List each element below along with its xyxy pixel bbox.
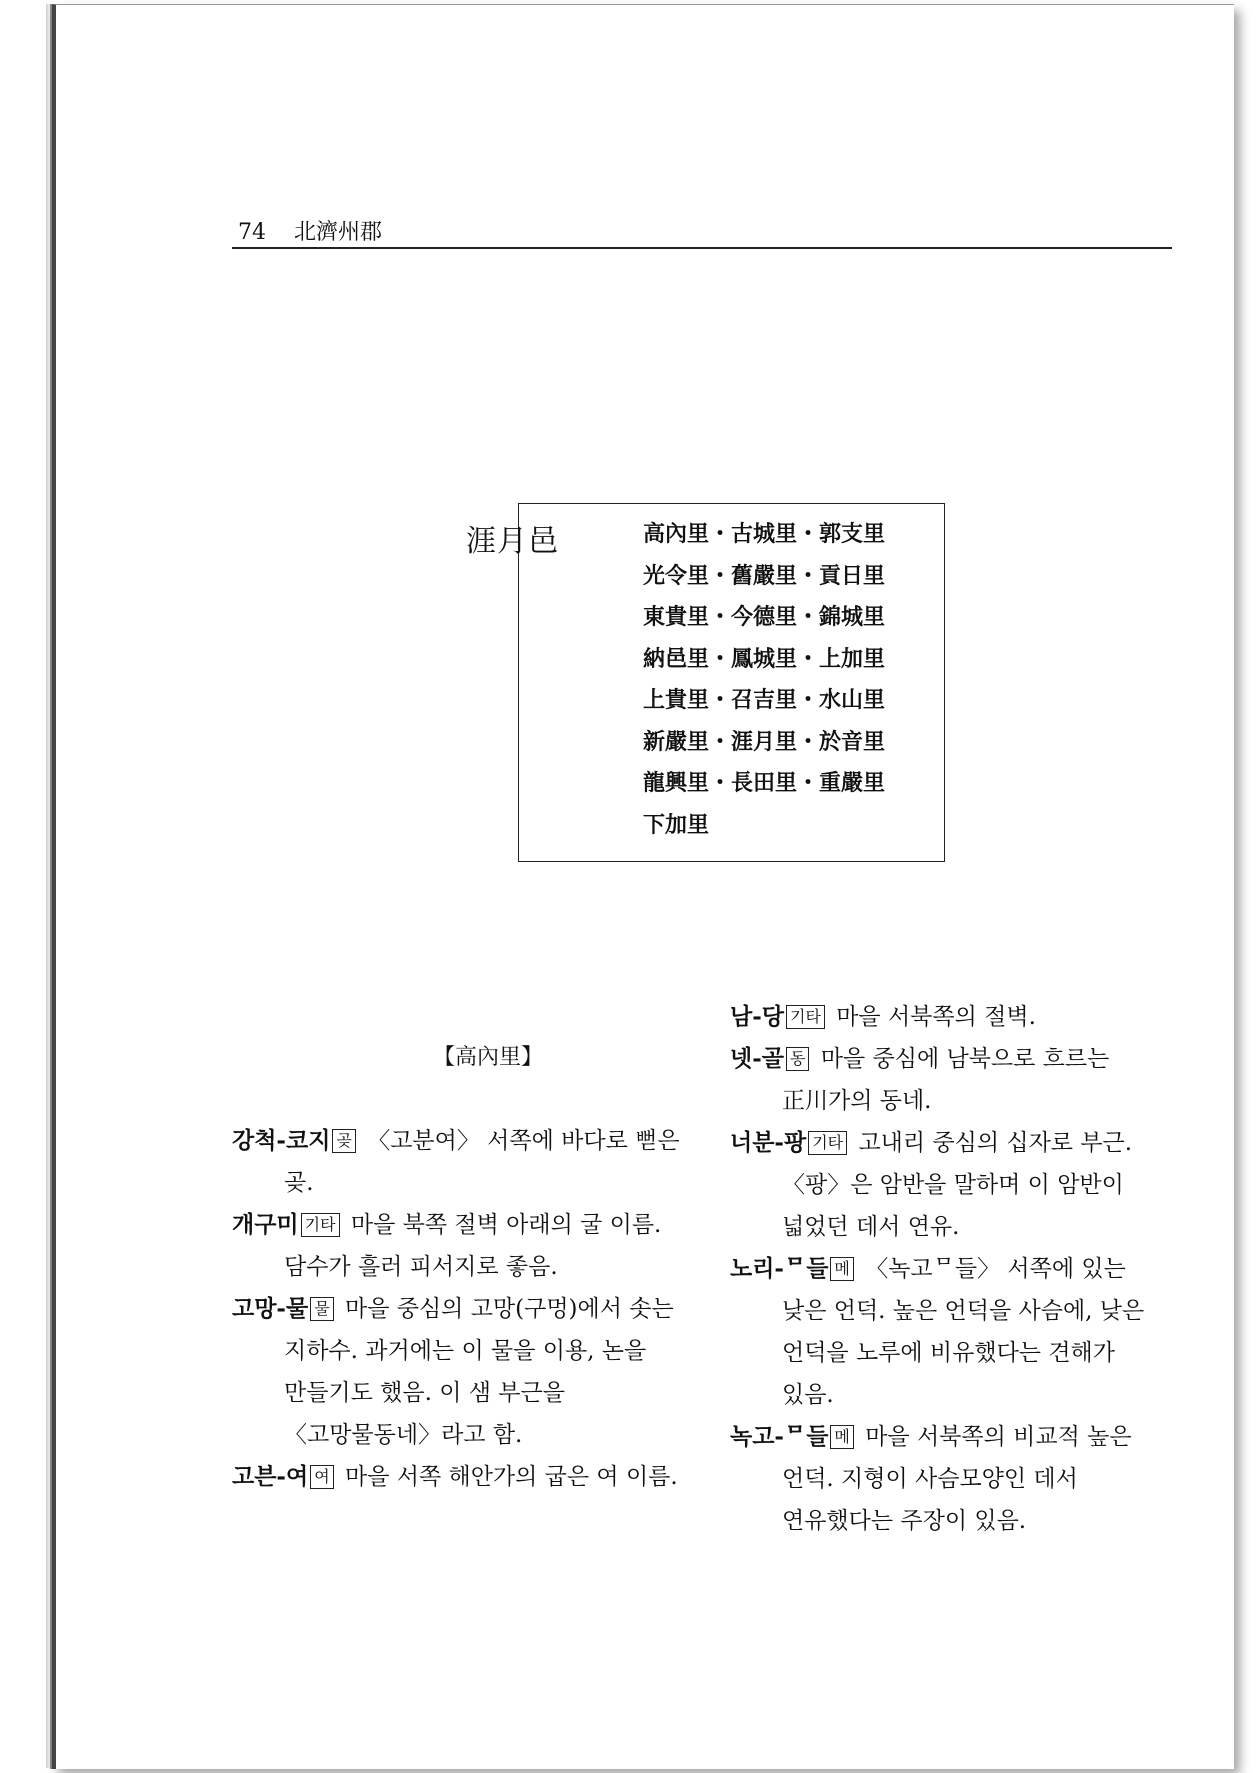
gazetteer-entry [730,1248,1170,1416]
running-head [238,215,382,246]
ri-line: 新嚴里・涯月里・於音里 [643,729,886,755]
entry-text: 마을 서북쪽의 비교적 높은 언덕. 지형이 사슴모양인 데서 연유했다는 주장이 있음. [782,1424,1132,1534]
ri-line: 光令里・舊嚴里・貢日里 [643,563,886,589]
category-tag: 물 [310,1297,333,1321]
gazetteer-entry [232,1456,684,1498]
page-number: 74 [238,220,266,245]
right-column [730,996,1170,1542]
gazetteer-entry [232,1288,684,1456]
running-head-title: 北濟州郡 [294,220,383,245]
category-tag: 곶 [332,1129,355,1153]
entry-term: 녹고-ᄆ들 [730,1423,829,1450]
category-tag: 기타 [301,1213,340,1237]
category-tag: 기타 [808,1131,847,1155]
gazetteer-entry [730,1122,1170,1248]
gazetteer-entry [232,1120,684,1204]
entry-term: 넷-골 [730,1045,784,1072]
ri-line: 下加里 [643,812,710,838]
ri-line: 納邑里・鳳城里・上加里 [643,646,886,672]
entry-text: 마을 중심의 고망(구멍)에서 솟는 지하수. 과거에는 이 물을 이용, 논을 만들기도 했음. 이 샘 부근을 〈고망물동네〉라고 함. [284,1296,674,1448]
entry-text: 고내리 중심의 십자로 부근. 〈팡〉은 암반을 말하며 이 암반이 넓었던 데서 연유. [782,1130,1133,1240]
category-tag: 여 [310,1465,333,1489]
gazetteer-entry [232,1204,684,1288]
section-title: 【高內里】 [432,1045,543,1070]
category-tag: 메 [830,1425,853,1449]
entry-term: 고망-물 [232,1295,309,1322]
entry-text: 마을 서북쪽의 절벽. [836,1004,1036,1030]
gazetteer-entry [730,996,1170,1038]
entry-term: 강척-코지 [232,1127,331,1154]
entry-text: 〈고분여〉 서쪽에 바다로 뻗은 곶. [284,1128,680,1196]
entry-term: 노리-ᄆ들 [730,1255,829,1282]
header-rule [232,247,1172,249]
category-tag: 메 [830,1257,853,1281]
entry-text: 마을 북쪽 절벽 아래의 굴 이름. 담수가 흘러 피서지로 좋음. [284,1212,662,1280]
entry-text: 〈녹고ᄆ들〉 서쪽에 있는 낮은 언덕. 높은 언덕을 사슴에, 낮은 언덕을 노루에 비유했다는 견해가 있음. [782,1256,1145,1408]
eup-name: 涯月邑 [466,524,559,559]
ri-line: 龍興里・長田里・重嚴里 [643,771,886,796]
gazetteer-entry [730,1416,1170,1542]
entry-term: 개구미 [232,1211,299,1238]
entry-term: 고븐-여 [232,1463,309,1490]
gazetteer-entry [730,1038,1170,1122]
entry-term: 남-당 [730,1003,784,1030]
ri-line: 東貴里・今德里・錦城里 [643,605,886,630]
ri-line: 上貴里・召吉里・水山里 [643,688,886,713]
entry-term: 너분-팡 [730,1129,807,1156]
ri-list [643,520,885,852]
category-tag: 동 [786,1047,809,1071]
left-column [232,1040,684,1498]
entry-text: 마을 중심에 남북으로 흐르는 正川가의 동네. [782,1046,1110,1114]
ri-line: 高內里・古城里・郭支里 [643,522,886,547]
entry-text: 마을 서쪽 해안가의 굽은 여 이름. [344,1464,678,1490]
category-tag: 기타 [786,1005,825,1029]
